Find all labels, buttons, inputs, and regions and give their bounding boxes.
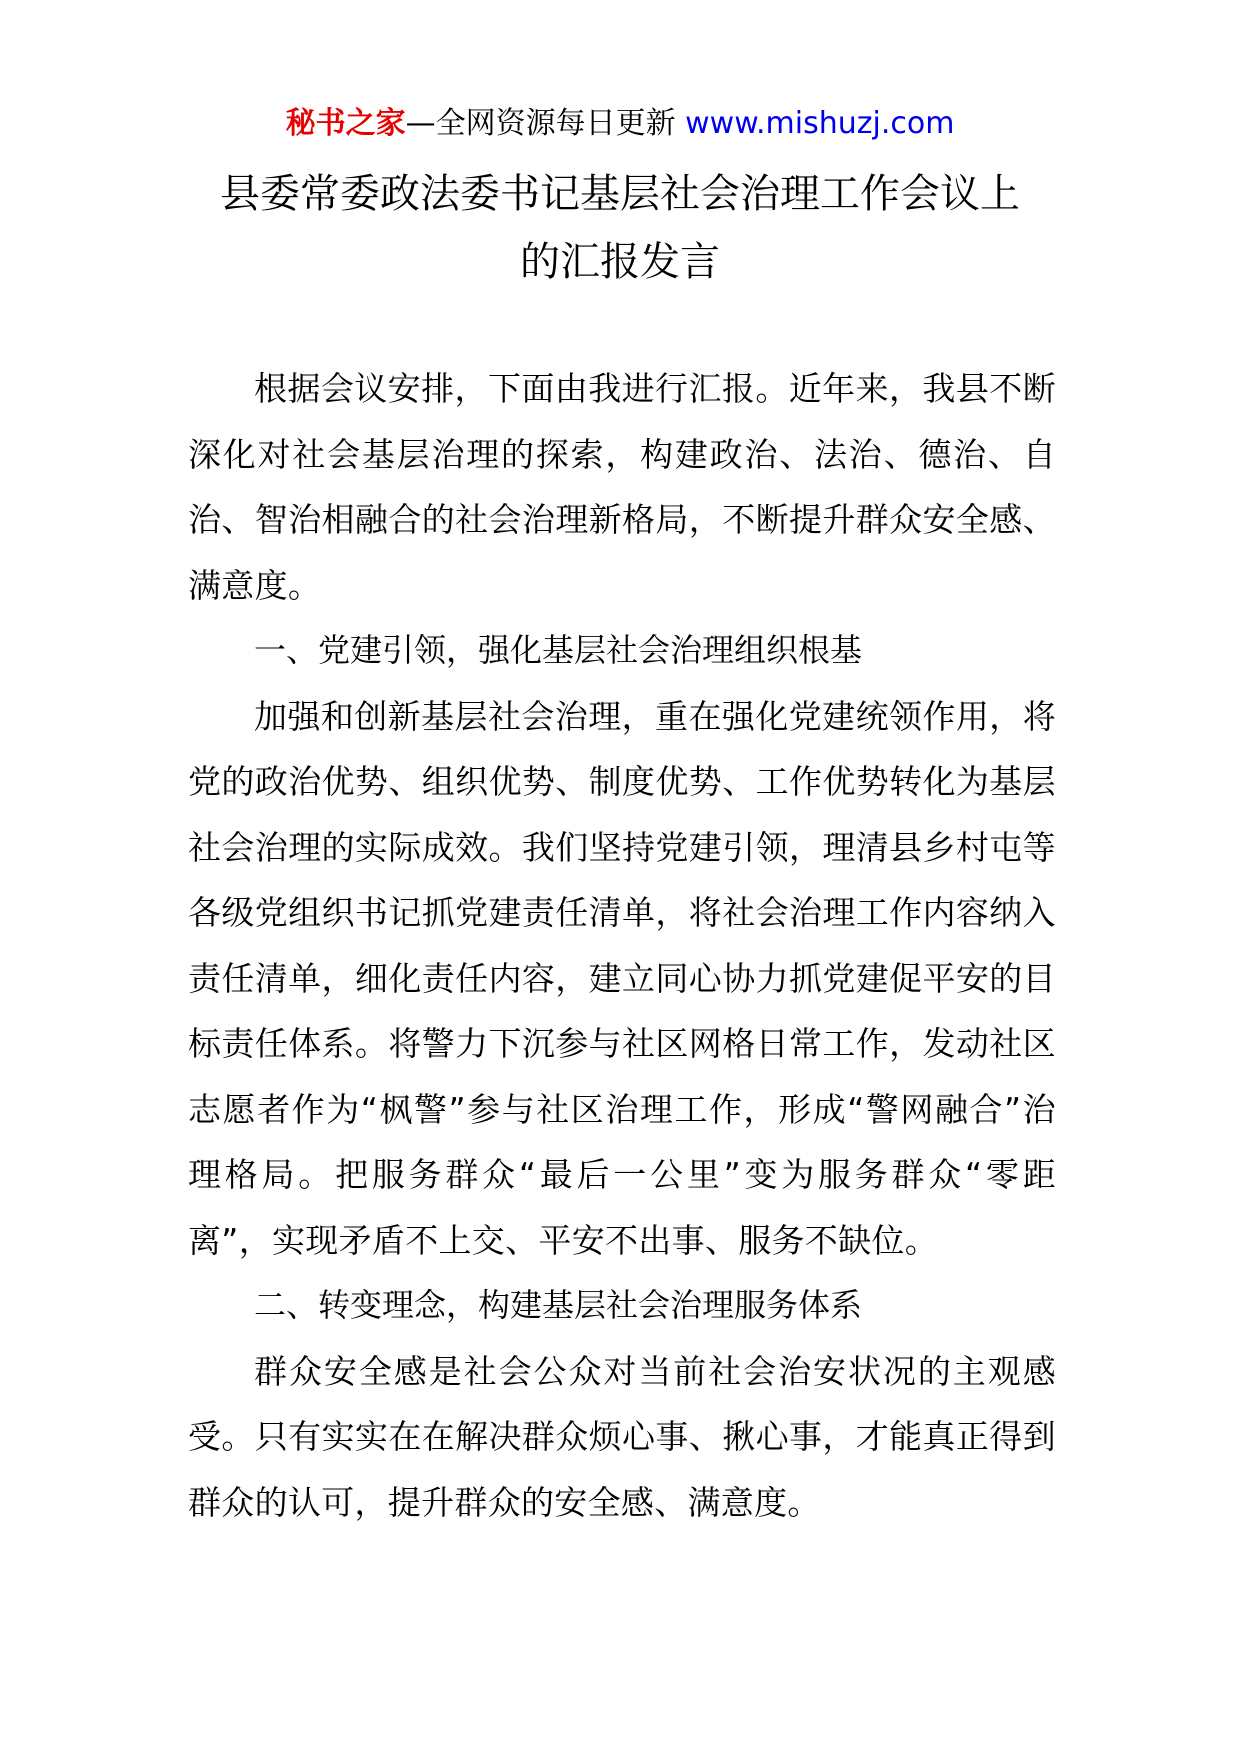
title-line-1: 县委常委政法委书记基层社会治理工作会议上: [220, 171, 1020, 217]
section-heading-2: 二、转变理念，构建基层社会治理服务体系: [254, 1286, 863, 1324]
section-2-paragraph: 群众安全感是社会公众对当前社会治安状况的主观感受。只有实实在在解决群众烦心事、揪心事，才能真正得到群众的认可，提升群众的安全感、满意度。: [188, 1351, 1056, 1522]
brand-slogan: —全网资源每日更新: [405, 106, 676, 141]
site-url-link[interactable]: www.mishuzj.com: [685, 106, 955, 141]
site-banner: [0, 102, 1240, 146]
intro-paragraph: 根据会议安排，下面由我进行汇报。近年来，我县不断深化对社会基层治理的探索，构建政治、法治、德治、自治、智治相融合的社会治理新格局，不断提升群众安全感、满意度。: [188, 369, 1056, 605]
document-title: [150, 160, 1090, 296]
section-1-paragraph: 加强和创新基层社会治理，重在强化党建统领作用，将党的政治优势、组织优势、制度优势、工作优势转化为基层社会治理的实际成效。我们坚持党建引领，理清县乡村屯等各级党组织书记抓党建责任清单，将社会治理工作内容纳入责任清单，细化责任内容，建立同心协力抓党建促平安的目标责任体系。将警力下沉参与社区网格日常工作，发动社区志愿者作为“枫警”参与社区治理工作，形成“警网融合”治理格局。把服务群众“最后一公里”变为服务群众“零距离”，实现矛盾不上交、平安不出事、服务不缺位。: [188, 696, 1056, 1260]
section-heading-1: 一、党建引领，强化基层社会治理组织根基: [254, 631, 863, 669]
brand-name: 秘书之家: [285, 106, 406, 141]
document-body: [188, 356, 1056, 1535]
title-line-2: 的汇报发言: [520, 239, 720, 285]
